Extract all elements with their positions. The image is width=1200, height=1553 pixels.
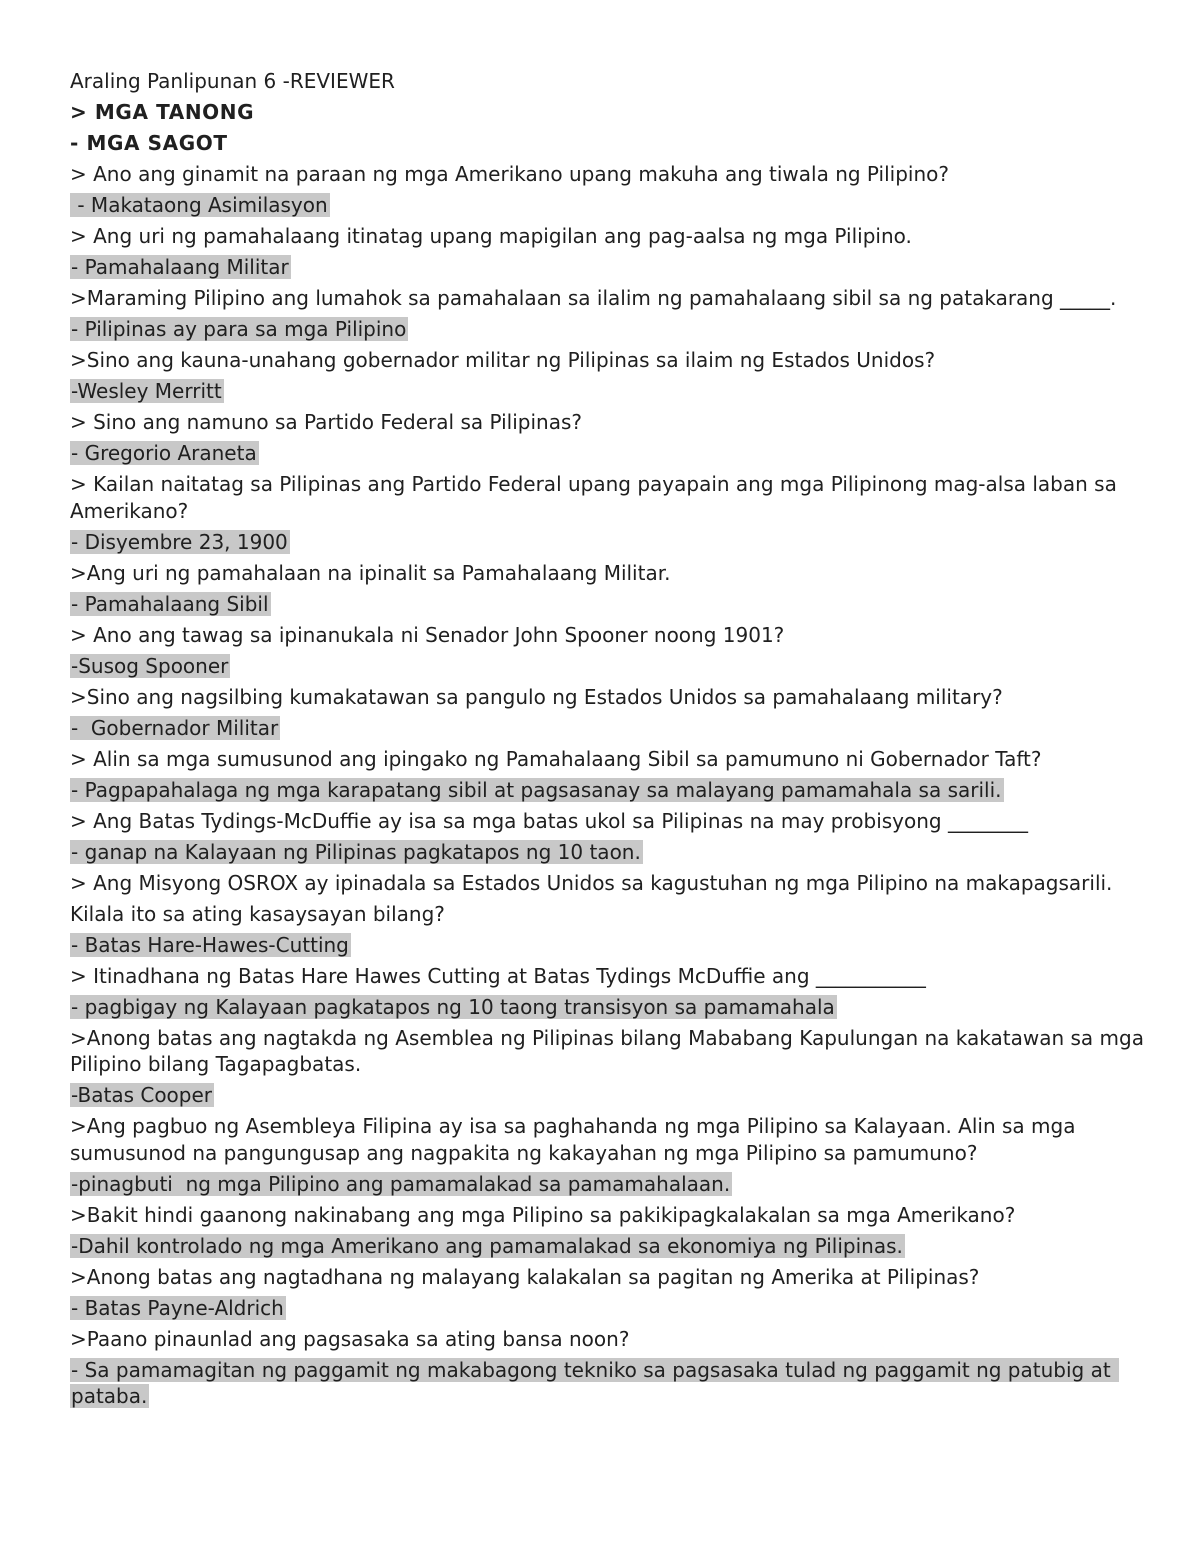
question-15: >Ang pagbuo ng Asembleya Filipina ay isa sa paghahanda ng mga Pilipino sa Kalayaan. Alin sa mga sumusunod na pangungusap ang nagpakita ng kakayahan ng mga Pilipino sa pamumuno? <box>70 1114 1082 1165</box>
question-4: >Sino ang kauna-unahang gobernador militar ng Pilipinas sa ilaim ng Estados Unidos? <box>70 348 936 372</box>
question-12-continued: Kilala ito sa ating kasaysayan bilang? <box>70 901 445 926</box>
answer-8: -Susog Spooner <box>71 653 229 678</box>
question-9: >Sino ang nagsilbing kumakatawan sa pangulo ng Estados Unidos sa pamahalaang military? <box>70 684 1003 709</box>
question-18: >Paano pinaunlad ang pagsasaka sa ating bansa noon? <box>70 1326 630 1351</box>
answer-4: -Wesley Merritt <box>71 379 222 403</box>
answer-3: - Pilipinas ay para sa mga Pilipino <box>71 317 407 341</box>
answer-12: - Batas Hare-Hawes-Cutting <box>71 932 349 957</box>
answer-5: - Gregorio Araneta <box>71 441 257 465</box>
answer-17: - Batas Payne-Aldrich <box>71 1295 284 1320</box>
legend-answers: - MGA SAGOT <box>70 131 228 155</box>
question-17: >Anong batas ang nagtadhana ng malayang kalakalan sa pagitan ng Amerika at Pilipinas? <box>70 1264 980 1289</box>
answer-2: - Pamahalaang Militar <box>71 255 289 279</box>
question-3: >Maraming Pilipino ang lumahok sa pamahalaan sa ilalim ng pamahalaang sibil sa ng patakarang _____. <box>70 286 1117 310</box>
question-6: > Kailan naitatag sa Pilipinas ang Partido Federal upang payapain ang mga Pilipinong mag-alsa laban sa Amerikano? <box>70 472 1124 523</box>
answer-6: - Disyembre 23, 1900 <box>71 529 288 554</box>
answer-1: - Makataong Asimilasyon <box>71 193 328 217</box>
answer-18: - Sa pamamagitan ng paggamit ng makabagong tekniko sa pagsasaka tulad ng paggamit ng patubig at pataba. <box>71 1357 1118 1408</box>
question-7: >Ang uri ng pamahalaan na ipinalit sa Pamahalaang Militar. <box>70 560 671 585</box>
question-5: > Sino ang namuno sa Partido Federal sa Pilipinas? <box>70 410 582 434</box>
answer-7: - Pamahalaang Sibil <box>71 591 269 616</box>
answer-15: -pinagbuti ng mga Pilipino ang pamamalakad sa pamamahalaan. <box>71 1171 731 1196</box>
question-14: >Anong batas ang nagtakda ng Asemblea ng Pilipinas bilang Mababang Kapulungan na kakatawan sa mga Pilipino bilang Tagapagbatas. <box>70 1025 1151 1076</box>
question-2: > Ang uri ng pamahalaang itinatag upang mapigilan ang pag-aalsa ng mga Pilipino. <box>70 224 912 248</box>
answer-13: - pagbigay ng Kalayaan pagkatapos ng 10 taong transisyon sa pamamahala <box>71 994 835 1019</box>
question-10: > Alin sa mga sumusunod ang ipingako ng Pamahalaang Sibil sa pamumuno ni Gobernador Taft? <box>70 746 1042 771</box>
answer-10: - Pagpapahalaga ng mga karapatang sibil at pagsasanay sa malayang pamamahala sa sarili. <box>71 777 1002 802</box>
answer-11: - ganap na Kalayaan ng Pilipinas pagkatapos ng 10 taon. <box>71 839 641 864</box>
answer-16: -Dahil kontrolado ng mga Amerikano ang pamamalakad sa ekonomiya ng Pilipinas. <box>71 1233 903 1258</box>
question-11: > Ang Batas Tydings-McDuffie ay isa sa mga batas ukol sa Pilipinas na may probisyong ________ <box>70 808 1028 833</box>
question-1: > Ano ang ginamit na paraan ng mga Amerikano upang makuha ang tiwala ng Pilipino? <box>70 162 949 186</box>
question-16: >Bakit hindi gaanong nakinabang ang mga Pilipino sa pakikipagkalakalan sa mga Amerikano? <box>70 1202 1016 1227</box>
question-8: > Ano ang tawag sa ipinanukala ni Senador John Spooner noong 1901? <box>70 622 785 647</box>
answer-14: -Batas Cooper <box>71 1083 213 1107</box>
document-title: Araling Panlipunan 6 -REVIEWER <box>70 69 395 93</box>
question-12: > Ang Misyong OSROX ay ipinadala sa Estados Unidos sa kagustuhan ng mga Pilipino na makapagsarili. <box>70 870 1113 895</box>
legend-questions: > MGA TANONG <box>70 100 255 124</box>
reviewer-document <box>70 68 1151 1410</box>
answer-9: - Gobernador Militar <box>71 715 279 740</box>
question-13: > Itinadhana ng Batas Hare Hawes Cutting at Batas Tydings McDuffie ang ___________ <box>70 963 926 988</box>
